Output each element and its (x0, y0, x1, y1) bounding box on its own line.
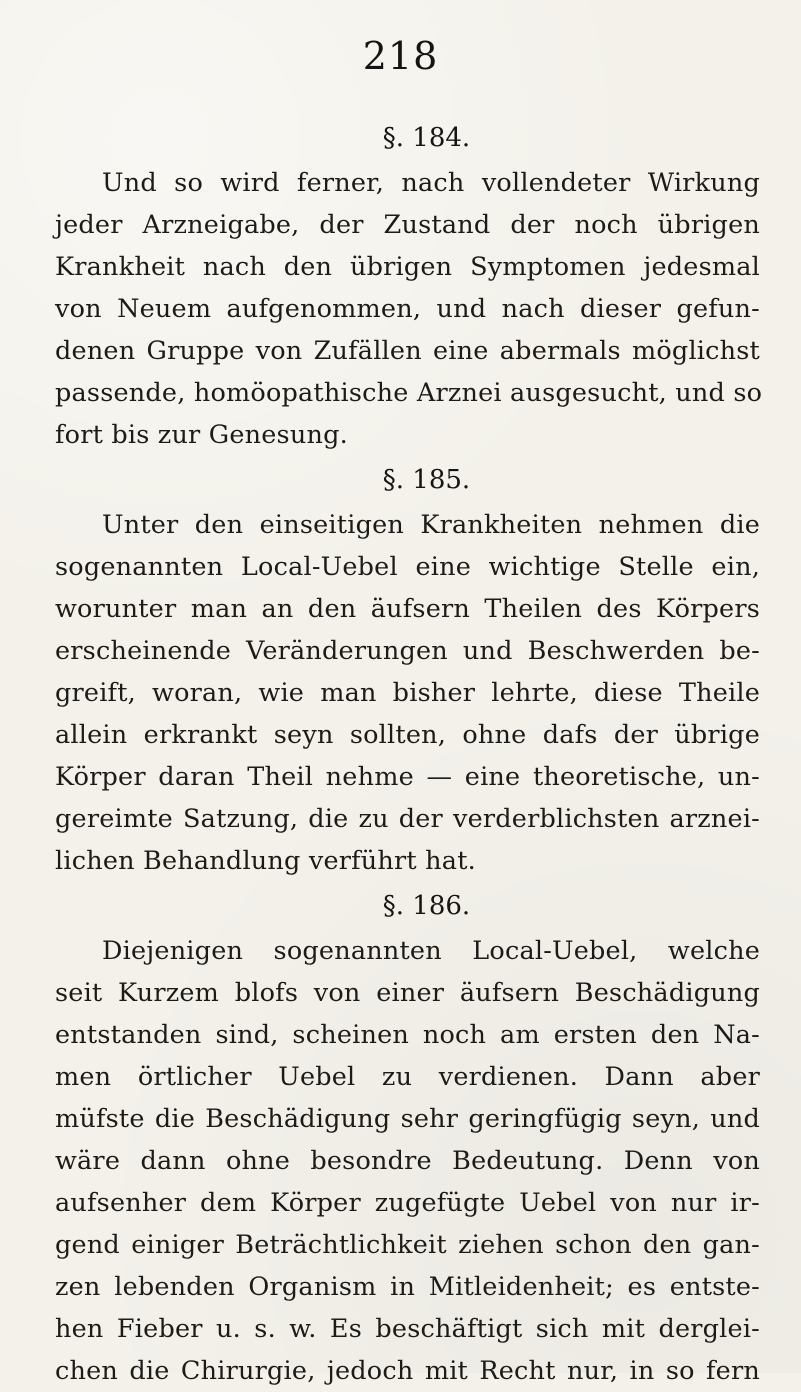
section-heading: §. 184. (382, 123, 471, 153)
text-line: gend einiger Beträchtlichkeit ziehen schon den gan- (55, 1230, 760, 1260)
text-line: erscheinende Veränderungen und Beschwerden be- (55, 636, 760, 666)
text-line: Diejenigen sogenannten Local-Uebel, welche (102, 936, 760, 966)
text-line: greift, woran, wie man bisher lehrte, diese Theile (55, 678, 760, 708)
text-line: Und so wird ferner, nach vollendeter Wirkung (102, 168, 760, 198)
text-line: seit Kurzem blofs von einer äufsern Beschädigung (55, 978, 760, 1008)
text-line: hen Fieber u. s. w. Es beschäftigt sich mit derglei- (55, 1314, 760, 1344)
text-line: gereimte Satzung, die zu der verderblichsten arznei- (55, 804, 760, 834)
page-number: 218 (362, 34, 439, 78)
section-184 (55, 114, 763, 456)
text-line: jeder Arzneigabe, der Zustand der noch übrigen (55, 210, 760, 240)
text-line: entstanden sind, scheinen noch am ersten den Na- (55, 1020, 760, 1050)
text-line: fort bis zur Genesung. (55, 420, 348, 450)
section-heading: §. 185. (382, 465, 471, 495)
text-line: von Neuem aufgenommen, und nach dieser gefun- (55, 294, 760, 324)
text-line: aufsenher dem Körper zugefügte Uebel von nur ir- (55, 1188, 760, 1218)
section-185 (55, 456, 760, 882)
text-line: passende, homöopathische Arznei ausgesucht, und so (55, 378, 763, 408)
text-line: Krankheit nach den übrigen Symptomen jedesmal (55, 252, 760, 282)
section-186 (55, 882, 760, 1392)
text-line: allein erkrankt seyn sollten, ohne dafs der übrige (55, 720, 760, 750)
text-line: worunter man an den äufsern Theilen des Körpers (55, 594, 760, 624)
text-line: müfste die Beschädigung sehr geringfügig seyn, und (55, 1104, 760, 1134)
text-line: zen lebenden Organism in Mitleidenheit; es entste- (55, 1272, 760, 1302)
text-line: men örtlicher Uebel zu verdienen. Dann aber (55, 1062, 760, 1092)
text-line: wäre dann ohne besondre Bedeutung. Denn von (55, 1146, 760, 1176)
text-line: Körper daran Theil nehme — eine theoretische, un- (55, 762, 760, 792)
section-heading: §. 186. (382, 891, 471, 921)
text-line: lichen Behandlung verführt hat. (55, 846, 476, 876)
text-line: sogenannten Local-Uebel eine wichtige Stelle ein, (55, 552, 760, 582)
text-line: chen die Chirurgie, jedoch mit Recht nur, in so fern (55, 1356, 760, 1386)
text-column (55, 114, 763, 1392)
text-line: denen Gruppe von Zufällen eine abermals möglichst (55, 336, 760, 366)
text-line: Unter den einseitigen Krankheiten nehmen die (102, 510, 760, 540)
